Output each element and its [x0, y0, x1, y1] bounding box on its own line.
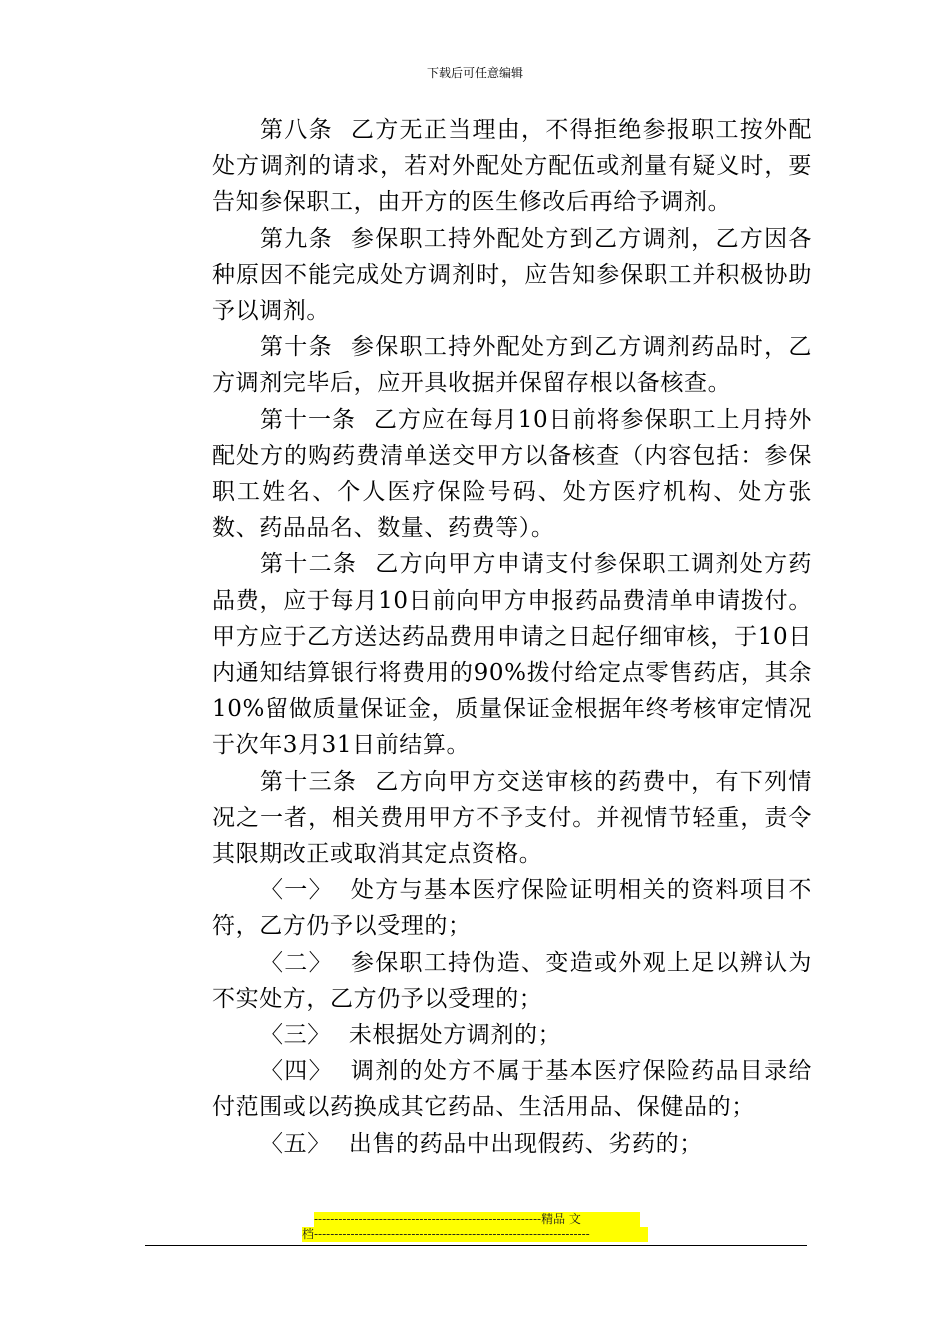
article-13-text: 乙方向甲方交送审核的药费中，有下列情况之一者，相关费用甲方不予支付。并视情节轻重，责令其限期改正或取消其定点资格。	[212, 768, 812, 868]
item-4-lead: 〈四〉	[260, 1058, 333, 1085]
article-11-text: 乙方应在每月10日前将参保职工上月持外配处方的购药费清单送交甲方以备核查（内容包括：参保职工姓名、个人医疗保险号码、处方医疗机构、处方张数、药品品名、数量、药费等）。	[212, 406, 813, 542]
article-9-lead: 第九条	[260, 225, 333, 252]
article-12-text: 乙方向甲方申请支付参保职工调剂处方药品费，应于每月10日前向甲方申报药品费清单申请拨付。甲方应于乙方送达药品费用申请之日起仔细审核，于10日内通知结算银行将费用的90%拨付给定点零售药店，其余10%留做质量保证金，质量保证金根据年终考核审定情况于次年3月31日前结算。	[212, 551, 812, 759]
item-5-paragraph	[212, 1126, 812, 1162]
article-11-lead: 第十一条	[260, 406, 356, 433]
item-3-text: 未根据处方调剂的；	[348, 1022, 562, 1049]
article-9-text: 参保职工持外配处方到乙方调剂，乙方因各种原因不能完成处方调剂时，应告知参保职工并积极协助予以调剂。	[212, 225, 812, 325]
article-13-lead: 第十三条	[260, 768, 358, 795]
footer-line-2: 档--------------------------------------------------------------------	[302, 1227, 648, 1242]
item-5-text: 出售的药品中出现假药、劣药的；	[348, 1130, 703, 1157]
item-2-lead: 〈二〉	[260, 949, 333, 976]
article-12-lead: 第十二条	[260, 551, 358, 578]
article-8-lead: 第八条	[260, 117, 333, 143]
item-2-paragraph	[212, 945, 812, 1017]
article-8-text: 乙方无正当理由，不得拒绝参报职工按外配处方调剂的请求，若对外配处方配伍或剂量有疑义时，要告知参保职工，由开方的医生修改后再给予调剂。	[212, 117, 812, 216]
item-2-text: 参保职工持伪造、变造或外观上足以辨认为不实处方，乙方仍予以受理的；	[212, 949, 812, 1012]
item-3-lead: 〈三〉	[260, 1022, 331, 1049]
footer-divider	[145, 1245, 807, 1246]
header-note: 下载后可任意编辑	[426, 66, 523, 80]
article-10-lead: 第十条	[260, 334, 333, 361]
item-5-lead: 〈五〉	[260, 1130, 331, 1157]
article-10-text: 参保职工持外配处方到乙方调剂药品时，乙方调剂完毕后，应开具收据并保留存根以备核查。	[212, 334, 812, 397]
footer-watermark	[302, 1212, 650, 1242]
article-9-paragraph	[212, 221, 812, 330]
item-1-text: 处方与基本医疗保险证明相关的资料项目不符，乙方仍予以受理的；	[212, 877, 812, 940]
article-8-paragraph	[212, 112, 812, 221]
item-4-text: 调剂的处方不属于基本医疗保险药品目录给付范围或以药换成其它药品、生活用品、保健品的；	[212, 1058, 812, 1121]
article-10-paragraph	[212, 329, 812, 401]
document-body	[212, 112, 812, 1162]
item-4-paragraph	[212, 1053, 812, 1125]
item-3-paragraph	[212, 1017, 812, 1053]
article-12-paragraph	[212, 546, 812, 763]
item-1-lead: 〈一〉	[260, 877, 333, 904]
article-11-paragraph	[212, 402, 812, 547]
item-1-paragraph	[212, 872, 812, 944]
article-13-paragraph	[212, 764, 812, 873]
footer-line-1: --------------------------------------------------------精品 文	[314, 1212, 640, 1227]
